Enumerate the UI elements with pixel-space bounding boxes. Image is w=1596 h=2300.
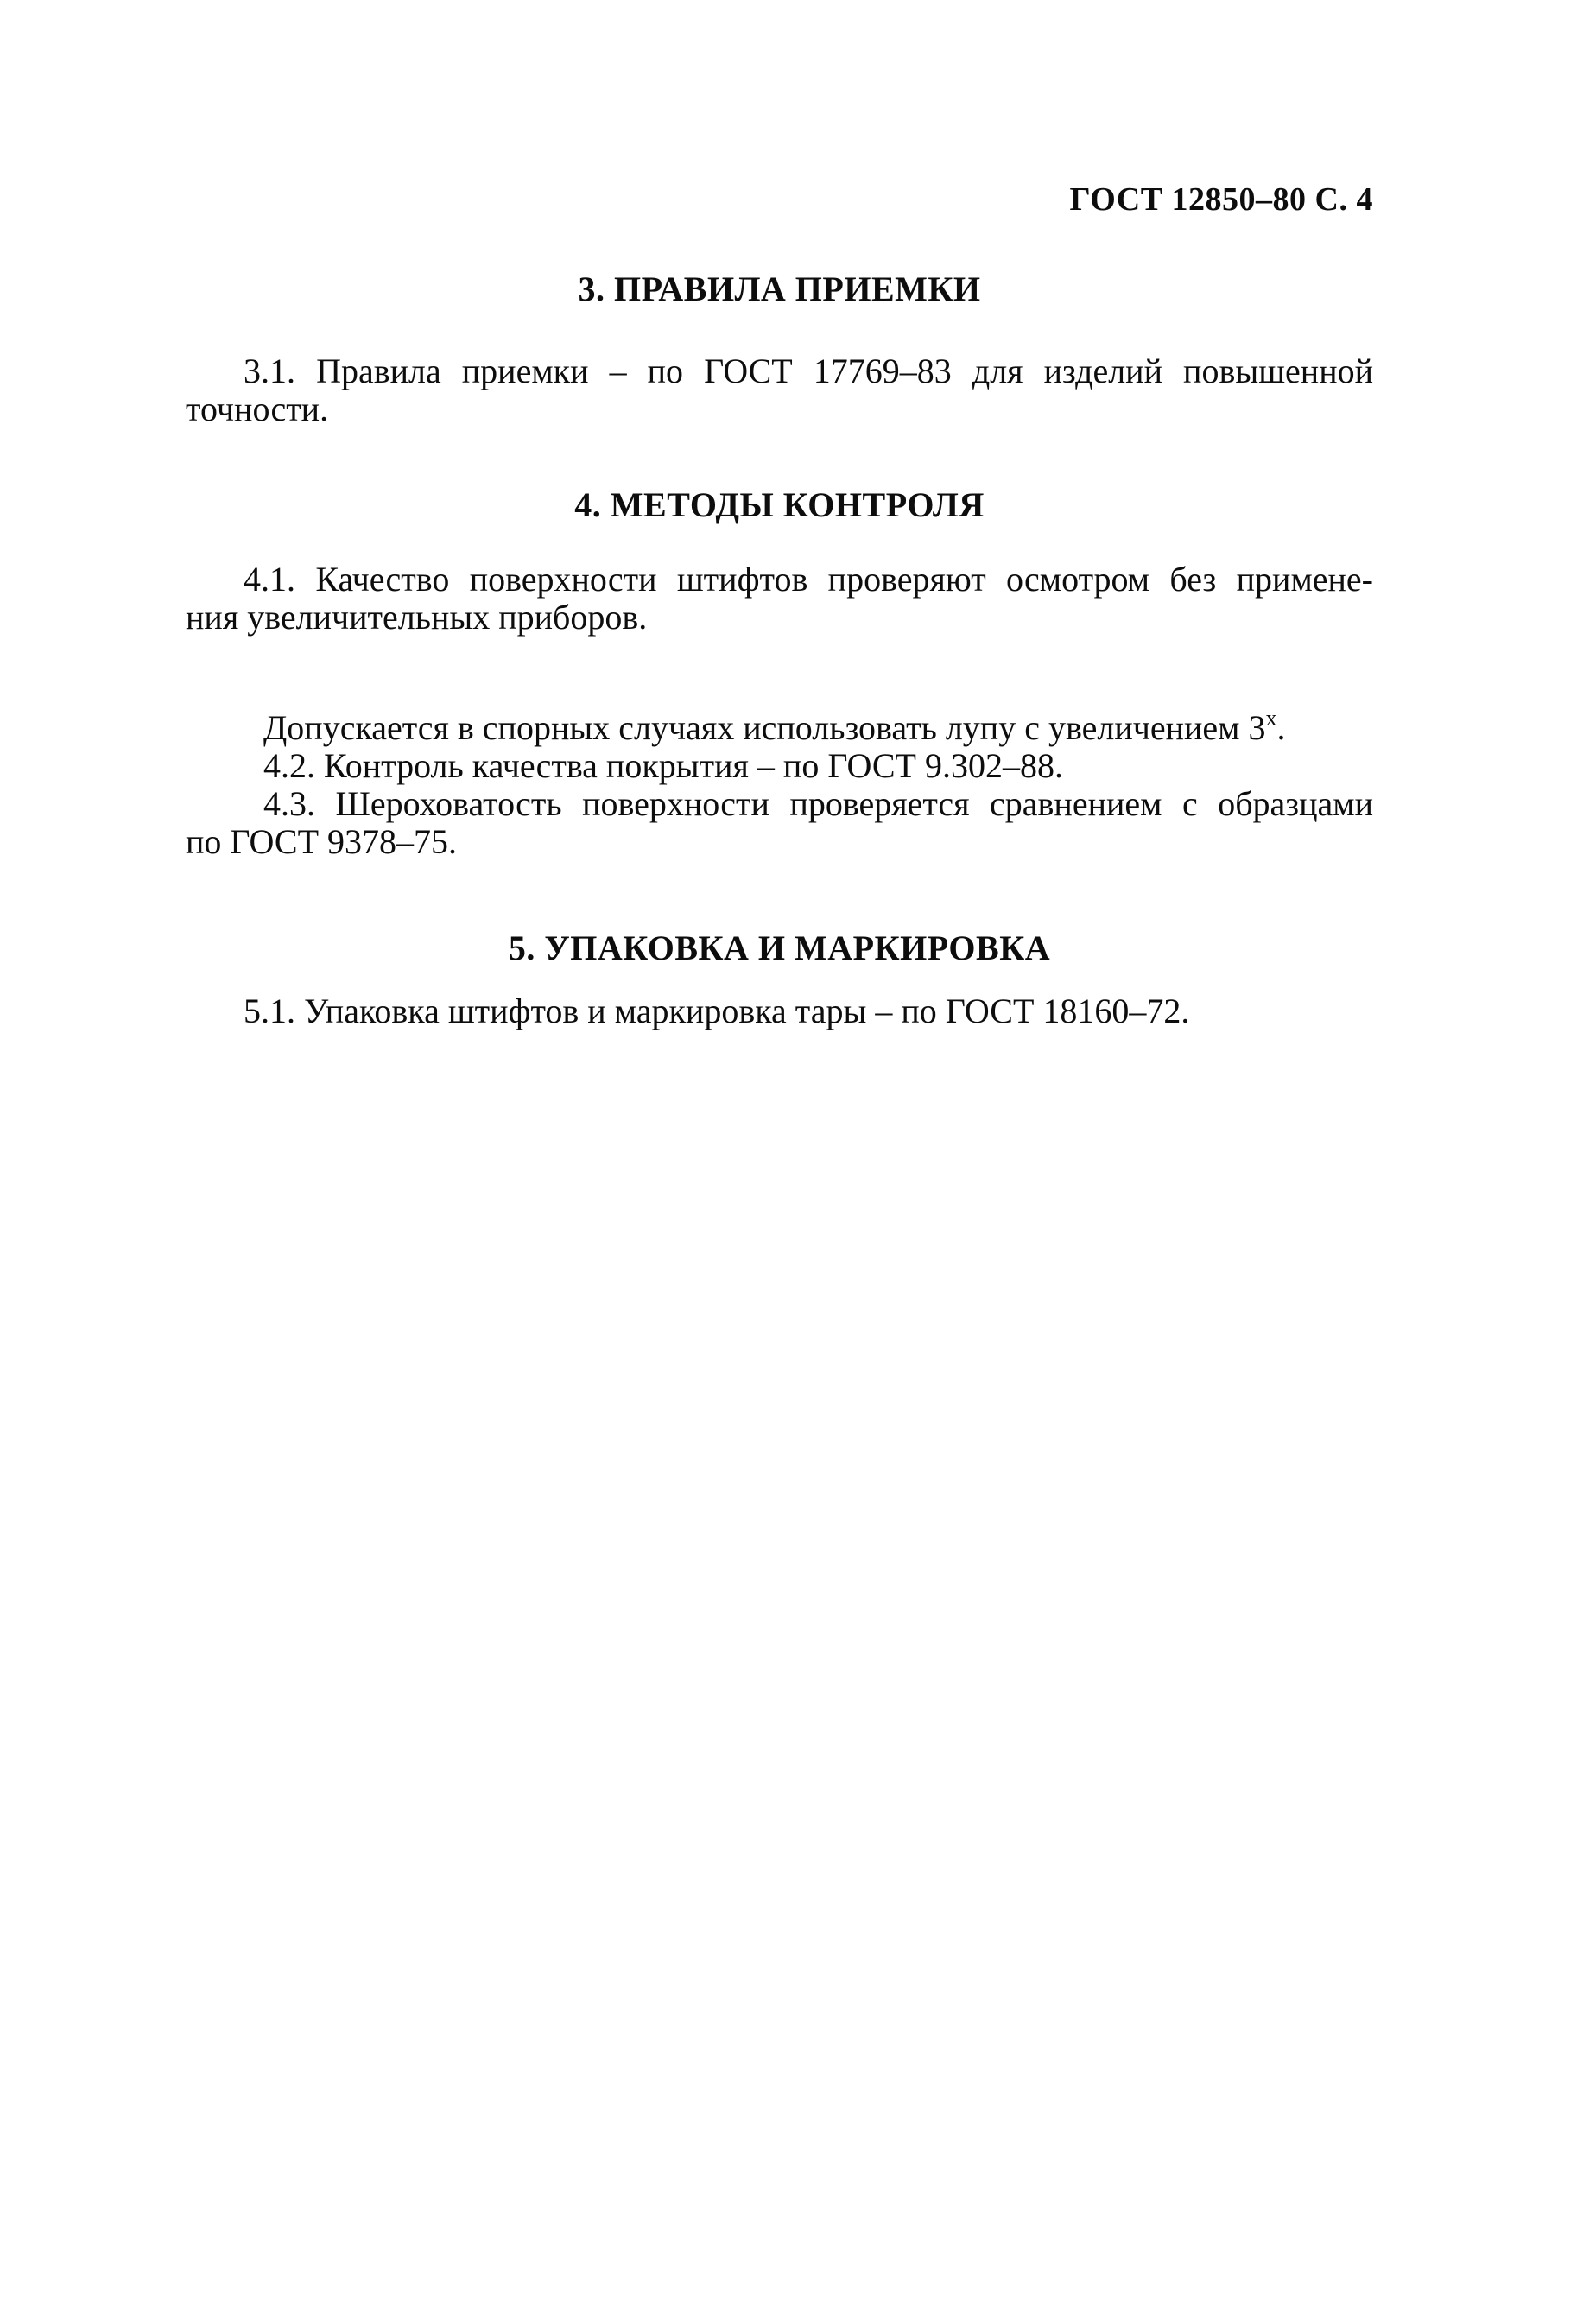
text-line: 3.1. Правила приемки – по ГОСТ 17769–83 для изделий повышенной <box>244 352 1373 390</box>
text-line: 5.1. Упаковка штифтов и маркировка тары – по ГОСТ 18160–72. <box>244 992 1190 1030</box>
paragraph-3-1 <box>186 352 1373 428</box>
section-5-title: 5. УПАКОВКА И МАРКИРОВКА <box>508 928 1051 967</box>
paragraph-4-3 <box>186 785 1373 861</box>
text-line: точности. <box>186 390 329 428</box>
section-4-title: 4. МЕТОДЫ КОНТРОЛЯ <box>574 485 985 524</box>
text-line: ния увеличительных приборов. <box>186 598 648 637</box>
text-line: 4.1. Качество поверхности штифтов проверяют осмотром без примене- <box>244 560 1373 599</box>
section-3-title: 3. ПРАВИЛА ПРИЕМКИ <box>578 269 981 308</box>
page-header: ГОСТ 12850–80 С. 4 <box>1069 181 1373 218</box>
section-4-notes <box>186 706 1373 861</box>
paragraph-4-2: 4.2. Контроль качества покрытия – по ГОСТ 9.302–88. <box>263 746 1063 785</box>
paragraph-5-1 <box>186 992 1373 1030</box>
paragraph-4-1 <box>186 561 1373 637</box>
text-line: по ГОСТ 9378–75. <box>186 822 458 861</box>
text-line: 4.3. Шероховатость поверхности проверяется сравнением с образцами <box>263 784 1373 823</box>
note-tail: . <box>1276 708 1286 747</box>
note-magnifier-line <box>186 706 1373 747</box>
note-text: Допускается в спорных случаях использовать лупу с увеличением 3 <box>263 708 1266 747</box>
superscript-x: х <box>1265 706 1277 731</box>
